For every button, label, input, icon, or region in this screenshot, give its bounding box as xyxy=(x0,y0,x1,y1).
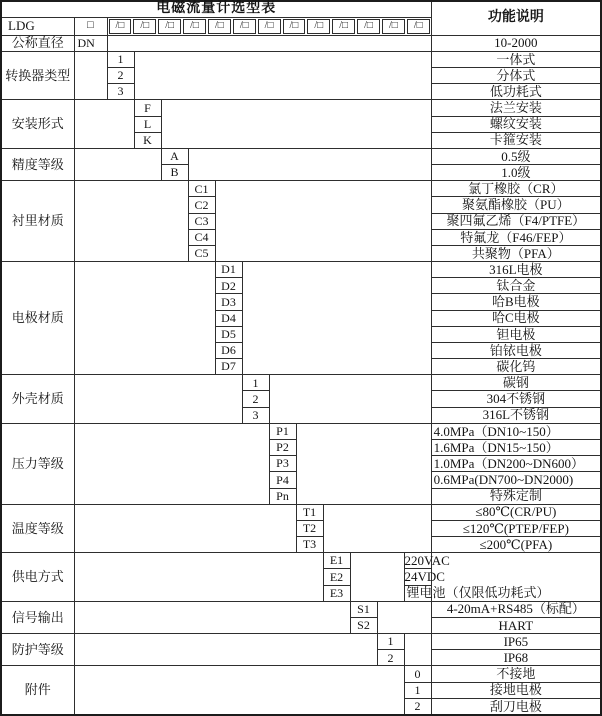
option-code: Pn xyxy=(269,488,296,504)
empty-cell xyxy=(74,262,215,375)
option-code: D1 xyxy=(215,262,242,278)
option-code: B xyxy=(161,165,188,181)
empty-cell xyxy=(74,423,269,504)
section-label-converter-type: 转换器类型 xyxy=(1,51,74,100)
section-label-signal-output: 信号输出 xyxy=(1,601,74,633)
option-code: P3 xyxy=(269,456,296,472)
option-description: 法兰安装 xyxy=(431,100,601,116)
option-code: D7 xyxy=(215,359,242,375)
option-description: 316L不锈钢 xyxy=(431,407,601,423)
option-description: 特殊定制 xyxy=(431,488,601,504)
option-code: S2 xyxy=(350,617,377,633)
section-label-installation-type: 安装形式 xyxy=(1,100,74,149)
option-code: D5 xyxy=(215,326,242,342)
option-description: 氯丁橡胶（CR） xyxy=(431,181,601,197)
section-label-nominal-diameter: 公称直径 xyxy=(1,35,74,51)
option-description: 螺纹安装 xyxy=(431,116,601,132)
option-code: 3 xyxy=(107,84,134,100)
option-description: ≤80℃(CR/PU) xyxy=(431,504,601,520)
empty-cell xyxy=(74,666,404,715)
option-description: ≤200℃(PFA) xyxy=(431,537,601,553)
option-code: E1 xyxy=(323,553,350,569)
option-description: 共聚物（PFA） xyxy=(431,245,601,261)
option-description: 低功耗式 xyxy=(431,84,601,100)
option-description: 哈C电极 xyxy=(431,310,601,326)
option-description: 10-2000 xyxy=(431,35,601,51)
option-description: 4.0MPa（DN10~150） xyxy=(431,423,601,439)
option-description: 碳钢 xyxy=(431,375,601,391)
model-slot-boxes xyxy=(109,19,430,34)
model-slot-box: /□ xyxy=(208,19,231,34)
option-code: D6 xyxy=(215,342,242,358)
option-code: C4 xyxy=(188,229,215,245)
option-description: 碳化钨 xyxy=(431,359,601,375)
option-description: HART xyxy=(431,617,601,633)
empty-cell xyxy=(215,181,431,262)
empty-cell xyxy=(74,553,323,602)
option-code: E2 xyxy=(323,569,350,585)
option-code: 1 xyxy=(107,51,134,67)
option-code: 3 xyxy=(242,407,269,423)
option-description: 0.6MPa(DN700~DN2000) xyxy=(431,472,601,488)
section-label-protection-rating: 防护等级 xyxy=(1,634,74,666)
option-description: IP65 xyxy=(431,634,601,650)
option-description: 特氟龙（F46/FEP） xyxy=(431,229,601,245)
section-label-pressure-rating: 压力等级 xyxy=(1,423,74,504)
section-label-electrode-material: 电极材质 xyxy=(1,262,74,375)
option-code: C5 xyxy=(188,245,215,261)
empty-cell xyxy=(269,375,431,424)
option-description: 分体式 xyxy=(431,68,601,84)
model-slot-box: /□ xyxy=(133,19,156,34)
model-slot-box: /□ xyxy=(357,19,380,34)
option-description: 锂电池（仅限低功耗式） xyxy=(404,585,431,601)
option-description: 接地电极 xyxy=(431,682,601,698)
option-code: P4 xyxy=(269,472,296,488)
option-description: ≤120℃(PTEP/FEP) xyxy=(431,520,601,536)
option-code: T1 xyxy=(296,504,323,520)
model-slot-box: /□ xyxy=(258,19,281,34)
function-column-header: 功能说明 xyxy=(431,1,601,35)
option-code: K xyxy=(134,132,161,148)
model-code-prefix: LDG xyxy=(1,17,74,35)
option-code: D2 xyxy=(215,278,242,294)
option-description: 304不锈钢 xyxy=(431,391,601,407)
page-title: 电磁流量计选型表 xyxy=(1,1,431,17)
option-code: 2 xyxy=(107,68,134,84)
option-code: S1 xyxy=(350,601,377,617)
option-code: 0 xyxy=(404,666,431,682)
option-code: P1 xyxy=(269,423,296,439)
model-slot-box: /□ xyxy=(307,19,330,34)
option-code: T2 xyxy=(296,520,323,536)
model-slot-box: /□ xyxy=(283,19,306,34)
empty-cell xyxy=(134,51,431,100)
option-description: 24VDC xyxy=(404,569,445,585)
option-code: 2 xyxy=(242,391,269,407)
option-description: 220VAC xyxy=(404,552,450,568)
section-label-temperature-rating: 温度等级 xyxy=(1,504,74,553)
option-code: T3 xyxy=(296,537,323,553)
section-label-power-supply: 供电方式 xyxy=(1,553,74,602)
section-label-lining-material: 衬里材质 xyxy=(1,181,74,262)
empty-cell xyxy=(74,148,161,180)
empty-cell xyxy=(74,375,242,424)
option-description: 钽电极 xyxy=(431,326,601,342)
option-code: 1 xyxy=(377,634,404,650)
model-slot-cells xyxy=(107,17,431,35)
option-code: D3 xyxy=(215,294,242,310)
option-description: 316L电极 xyxy=(431,262,601,278)
option-code: E3 xyxy=(323,585,350,601)
model-slot-box: /□ xyxy=(382,19,405,34)
empty-cell xyxy=(377,601,431,633)
option-description: 一体式 xyxy=(431,51,601,67)
option-description: 铂铱电极 xyxy=(431,342,601,358)
option-code: C3 xyxy=(188,213,215,229)
empty-cell xyxy=(188,148,431,180)
option-code: DN xyxy=(74,35,107,51)
empty-cell xyxy=(74,100,134,149)
option-description: IP68 xyxy=(431,650,601,666)
option-description: 1.0MPa（DN200~DN600） xyxy=(431,456,601,472)
model-slot-box: /□ xyxy=(183,19,206,34)
model-slot-box: /□ xyxy=(109,19,132,34)
model-slot-box: /□ xyxy=(332,19,355,34)
model-slot-box: /□ xyxy=(158,19,181,34)
empty-cell xyxy=(74,634,377,666)
model-slot-box: /□ xyxy=(233,19,256,34)
empty-cell xyxy=(74,181,188,262)
option-code: L xyxy=(134,116,161,132)
model-slot-box: /□ xyxy=(407,19,430,34)
empty-cell xyxy=(350,553,404,602)
empty-cell xyxy=(107,35,431,51)
option-code: C2 xyxy=(188,197,215,213)
option-description: 不接地 xyxy=(431,666,601,682)
empty-cell xyxy=(296,423,431,504)
option-code: D4 xyxy=(215,310,242,326)
empty-cell xyxy=(161,100,431,149)
option-description: 刮刀电极 xyxy=(431,698,601,715)
empty-cell xyxy=(74,51,107,100)
option-description: 哈B电极 xyxy=(431,294,601,310)
section-label-accessories: 附件 xyxy=(1,666,74,715)
option-description: 卡箍安装 xyxy=(431,132,601,148)
option-description: 1.0级 xyxy=(431,165,601,181)
option-code: F xyxy=(134,100,161,116)
empty-cell xyxy=(404,634,431,666)
option-description: 0.5级 xyxy=(431,148,601,164)
empty-cell xyxy=(74,504,296,553)
option-description: 4-20mA+RS485（标配） xyxy=(431,601,601,617)
option-code: C1 xyxy=(188,181,215,197)
section-label-housing-material: 外壳材质 xyxy=(1,375,74,424)
empty-cell xyxy=(323,504,431,553)
option-description: 钛合金 xyxy=(431,278,601,294)
option-code: A xyxy=(161,148,188,164)
section-label-accuracy-class: 精度等级 xyxy=(1,148,74,180)
empty-cell xyxy=(74,601,350,633)
model-code-box: □ xyxy=(74,17,107,35)
option-code: 1 xyxy=(242,375,269,391)
option-description: 1.6MPa（DN15~150） xyxy=(431,439,601,455)
option-code: 2 xyxy=(377,650,404,666)
option-code: 2 xyxy=(404,698,431,715)
option-code: 1 xyxy=(404,682,431,698)
empty-cell xyxy=(242,262,431,375)
option-description: 聚氨酯橡胶（PU） xyxy=(431,197,601,213)
option-code: P2 xyxy=(269,439,296,455)
option-description: 聚四氟乙烯（F4/PTFE） xyxy=(431,213,601,229)
